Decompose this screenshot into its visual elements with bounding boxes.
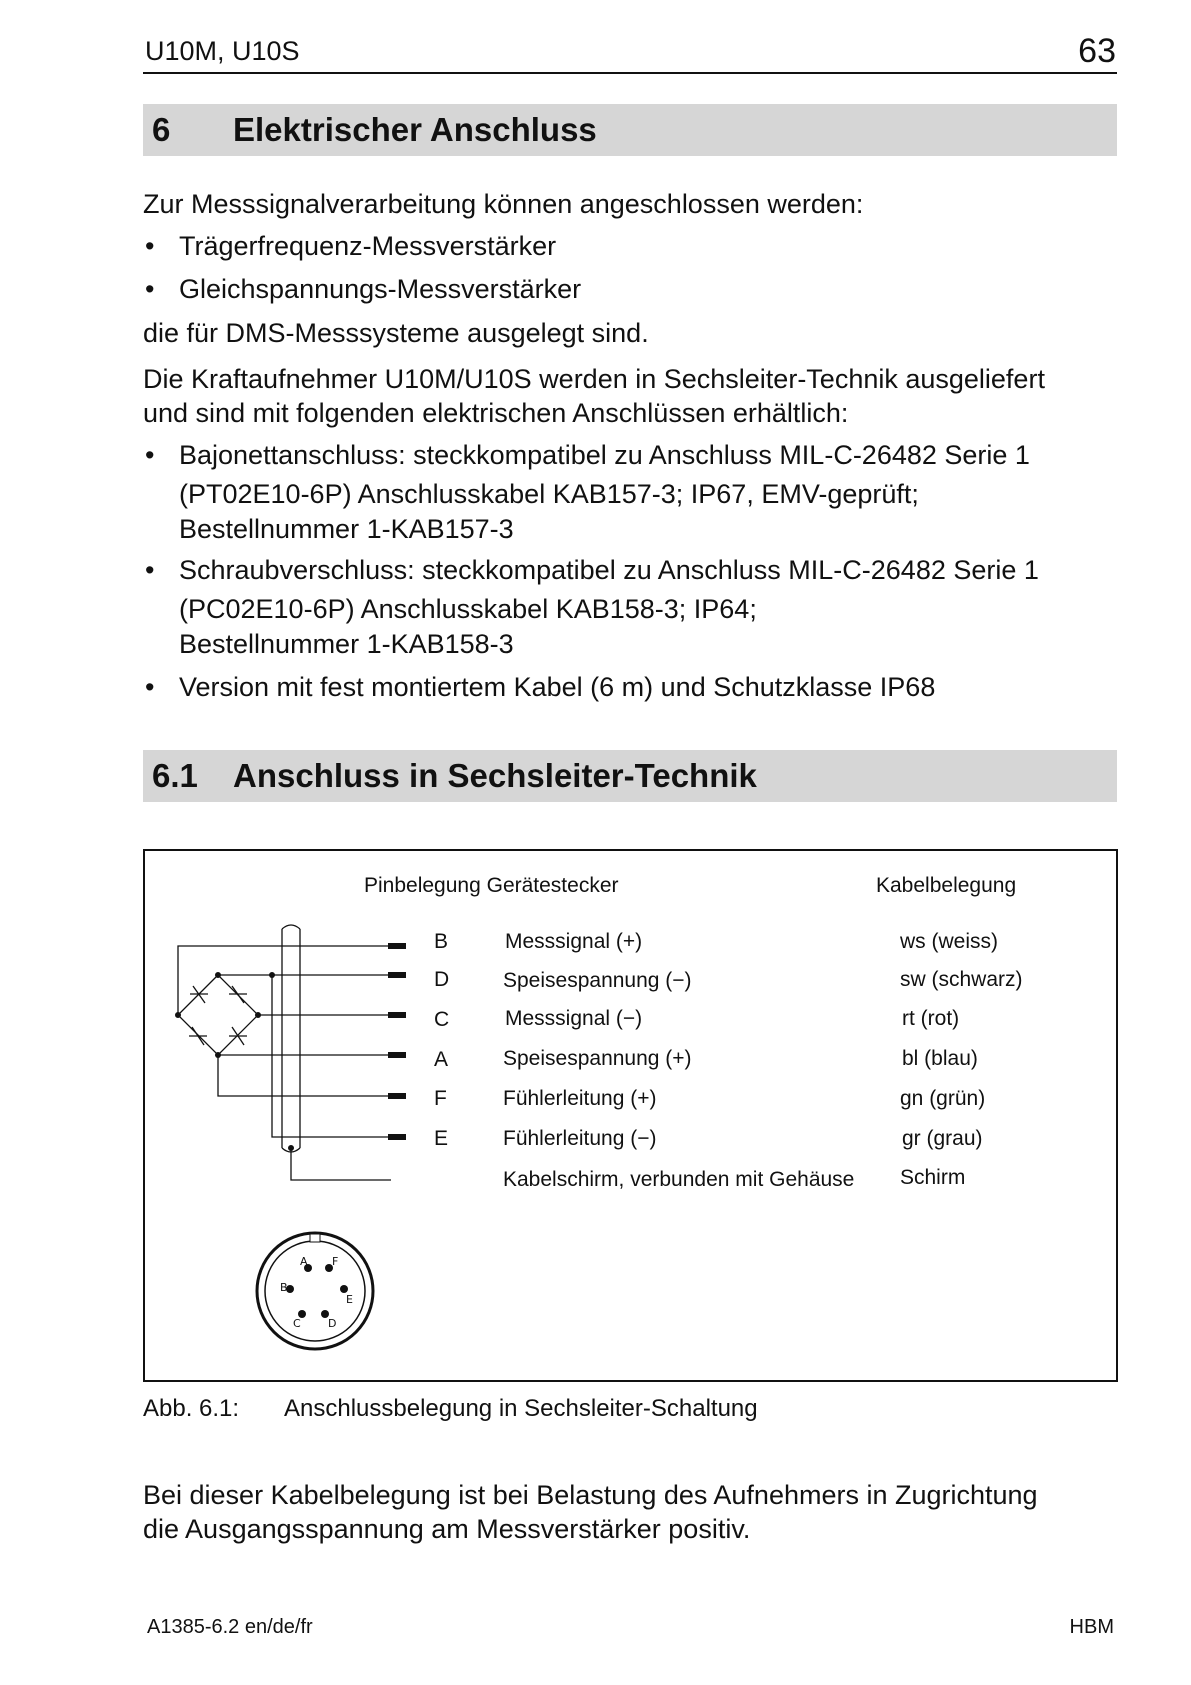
pin-letter: C (434, 1008, 450, 1031)
bullet-icon: • (145, 440, 155, 470)
shield-signal-label: Kabelschirm, verbunden mit Gehäuse (503, 1168, 855, 1191)
signal-label: Speisespannung (+) (503, 1047, 692, 1070)
pin-letter: B (434, 930, 449, 953)
bullet-icon: • (145, 555, 155, 585)
cable-color-label: gn (grün) (900, 1087, 986, 1110)
section-title: Anschluss in Sechsleiter-Technik (233, 757, 757, 794)
pin-assignment-header: Pinbelegung Gerätestecker (364, 874, 619, 897)
paragraph-line: die Ausgangsspannung am Messverstärker positiv. (143, 1514, 751, 1544)
connector-pin-label: B (280, 1281, 288, 1294)
signal-label: Messsignal (−) (505, 1007, 643, 1030)
connector-pin-label: F (332, 1255, 339, 1268)
running-header-title: U10M, U10S (145, 36, 300, 66)
section-number: 6.1 (152, 757, 198, 794)
paragraph-line: und sind mit folgenden elektrischen Anschlüssen erhältlich: (143, 398, 849, 428)
connector-pin-label: E (346, 1293, 353, 1306)
paragraph-line: Bei dieser Kabelbelegung ist bei Belastung des Aufnehmers in Zugrichtung (143, 1480, 1038, 1510)
pin-letter: E (434, 1127, 449, 1150)
signal-label: Fühlerleitung (+) (503, 1087, 657, 1110)
pin-letter: A (434, 1048, 449, 1071)
paragraph-line: Die Kraftaufnehmer U10M/U10S werden in Sechsleiter-Technik ausgeliefert (143, 364, 1045, 394)
cable-color-label: bl (blau) (902, 1047, 978, 1070)
footer-brand: HBM (1069, 1616, 1114, 1638)
signal-label: Fühlerleitung (−) (503, 1127, 657, 1150)
cable-assignment-header: Kabelbelegung (876, 874, 1017, 897)
footer-document-id: A1385-6.2 en/de/fr (147, 1616, 313, 1638)
intro-paragraph: Zur Messsignalverarbeitung können angeschlossen werden: (143, 189, 864, 219)
bullet-icon: • (145, 274, 155, 304)
connector-pin-label: A (300, 1255, 308, 1268)
pin-letter: D (434, 968, 450, 991)
cable-color-label: sw (schwarz) (900, 968, 1023, 991)
cable-color-label: rt (rot) (902, 1007, 960, 1030)
shield-cable-label: Schirm (900, 1166, 966, 1189)
pin-contacts (388, 943, 406, 1140)
figure-caption-label: Abb. 6.1: (143, 1395, 240, 1422)
bullet-icon: • (145, 672, 155, 702)
section-number: 6 (152, 111, 171, 148)
signal-label: Speisespannung (−) (503, 969, 692, 992)
figure-caption-text: Anschlussbelegung in Sechsleiter-Schaltung (284, 1395, 758, 1422)
header-rule (143, 72, 1117, 74)
section-6-heading (143, 104, 1117, 156)
bullet-icon: • (145, 231, 155, 261)
wiring-diagram-figure (143, 849, 1118, 1382)
connector-pin-label: C (293, 1317, 301, 1330)
strain-gauge-bridge (178, 975, 258, 1055)
section-title: Elektrischer Anschluss (233, 111, 597, 148)
cable-color-label: ws (weiss) (900, 930, 998, 953)
pin-letter: F (434, 1087, 447, 1110)
signal-label: Messsignal (+) (505, 930, 643, 953)
cable-color-label: gr (grau) (902, 1127, 983, 1150)
section-6-1-heading (143, 750, 1117, 802)
connector-pin-label: D (328, 1317, 337, 1330)
connector-face-icon (257, 1233, 373, 1349)
page-number: 63 (1078, 32, 1116, 70)
paragraph: die für DMS-Messsysteme ausgelegt sind. (143, 318, 649, 348)
